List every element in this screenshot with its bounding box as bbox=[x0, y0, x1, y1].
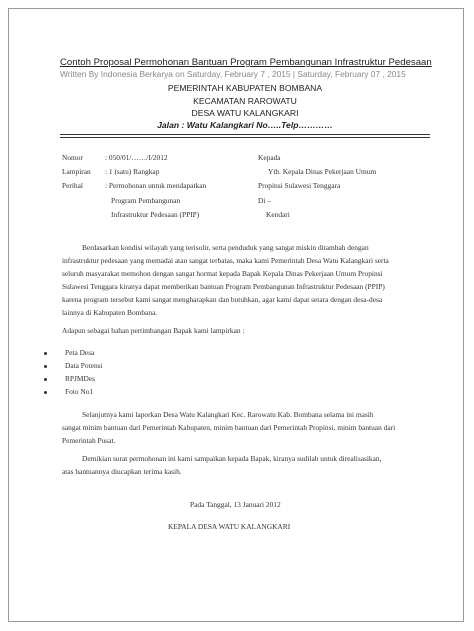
list-item: Peta Desa bbox=[65, 348, 95, 357]
list-item: RPJMDes bbox=[65, 374, 95, 383]
p1-line-5: karena program tersebut kami sangat mengharapkan dan butuhkan, agar kami dapat setara dengan desa-desa bbox=[62, 295, 383, 304]
perihal-value-3: Infrastruktur Pedesaan (PPIP) bbox=[111, 210, 200, 219]
letterhead-line3: DESA WATU KALANGKARI bbox=[191, 108, 299, 118]
signature-place-date: Pada Tanggal, 13 Januari 2012 bbox=[190, 500, 281, 509]
rule-top bbox=[60, 134, 430, 135]
perihal-value-1: : Permohonan untuk mendapatkan bbox=[105, 181, 207, 190]
perihal-value-2: Program Pembangunan bbox=[111, 196, 181, 205]
p1-line-6: lainnya di Kabupaten Bombana. bbox=[62, 308, 158, 317]
letterhead-line1: PEMERINTAH KABUPATEN BOMBANA bbox=[167, 83, 323, 93]
p1-line-3: seluruh masyarakat memohon dengan sangat hormat kepada Bapak Kepala Dinas Pekerjaan Umum Propinsi bbox=[62, 269, 383, 278]
perihal-label: Perihal bbox=[62, 181, 83, 190]
list-item: Data Potensi bbox=[65, 361, 103, 370]
nomor-value: : 050/01/……/I/2012 bbox=[105, 153, 168, 162]
list-bullet bbox=[44, 365, 47, 368]
post-title[interactable]: Contoh Proposal Permohonan Bantuan Program Pembangunan Infrastruktur Pedesaan bbox=[60, 57, 432, 68]
p1-line-2: infrastruktur pedesaan yang memadai atau sangat terbatas, maka kami Pemerintah Desa Watu Kalangkari serta bbox=[62, 256, 389, 265]
p4-line-1: Demikian surat permohonan ini kami sampaikan kepada Bapak, kiranya sudilah untuk direalisasikan, bbox=[82, 454, 382, 463]
post-byline: Written By Indonesia Berkarya on Saturday, February 7 , 2015 | Saturday, February 07 , 2015 bbox=[60, 69, 406, 79]
lampiran-label: Lampiran bbox=[62, 167, 91, 176]
kepada-label: Kepada bbox=[258, 153, 281, 162]
recipient: Yth. Kepala Dinas Pekerjaan Umum bbox=[268, 167, 377, 176]
list-item: Foto No1 bbox=[65, 387, 94, 396]
p1-line-1: Berdasarkan kondisi wilayah yang terisolir, serta penduduk yang sangat miskin ditambah dengan bbox=[82, 243, 369, 252]
letterhead-line2: KECAMATAN RAROWATU bbox=[193, 96, 297, 106]
p3-line-2: sangat minim bantuan dari Pemerintah Kabupaten, minim bantuan dari Pemerintah Propinsi, minim bantuan dari bbox=[62, 423, 396, 432]
rule-bottom bbox=[60, 137, 430, 138]
p1-line-4: Sulawesi Tenggara kiranya dapat memberikan bantuan Program Pembangunan Infrastruktur Pedesaan (PPIP) bbox=[62, 282, 385, 291]
signature-role: KEPALA DESA WATU KALANGKARI bbox=[168, 522, 291, 531]
lampiran-value: : 1 (satu) Rangkap bbox=[105, 167, 160, 176]
letterhead-address: Jalan : Watu Kalangkari No…..Telp………… bbox=[157, 120, 333, 130]
list-bullet bbox=[44, 391, 47, 394]
p4-line-2: atas bantuannya diucapkan terima kasih. bbox=[62, 467, 182, 476]
list-bullet bbox=[44, 352, 47, 355]
recipient-di: Di – bbox=[258, 196, 271, 205]
nomor-label: Nomor bbox=[62, 153, 83, 162]
p3-line-3: Pemerintah Pusat. bbox=[62, 436, 116, 445]
recipient-city: Kendari bbox=[266, 210, 290, 219]
p2: Adapun sebagai bahan pertimbangan Bapak kami lampirkan : bbox=[62, 326, 245, 335]
recipient-province: Propinsi Sulawesi Tenggara bbox=[258, 181, 341, 190]
list-bullet bbox=[44, 378, 47, 381]
p3-line-1: Selanjutnya kami laporkan Desa Watu Kalangkari Kec. Rarowatu Kab. Bombana selama ini masih bbox=[82, 410, 374, 419]
